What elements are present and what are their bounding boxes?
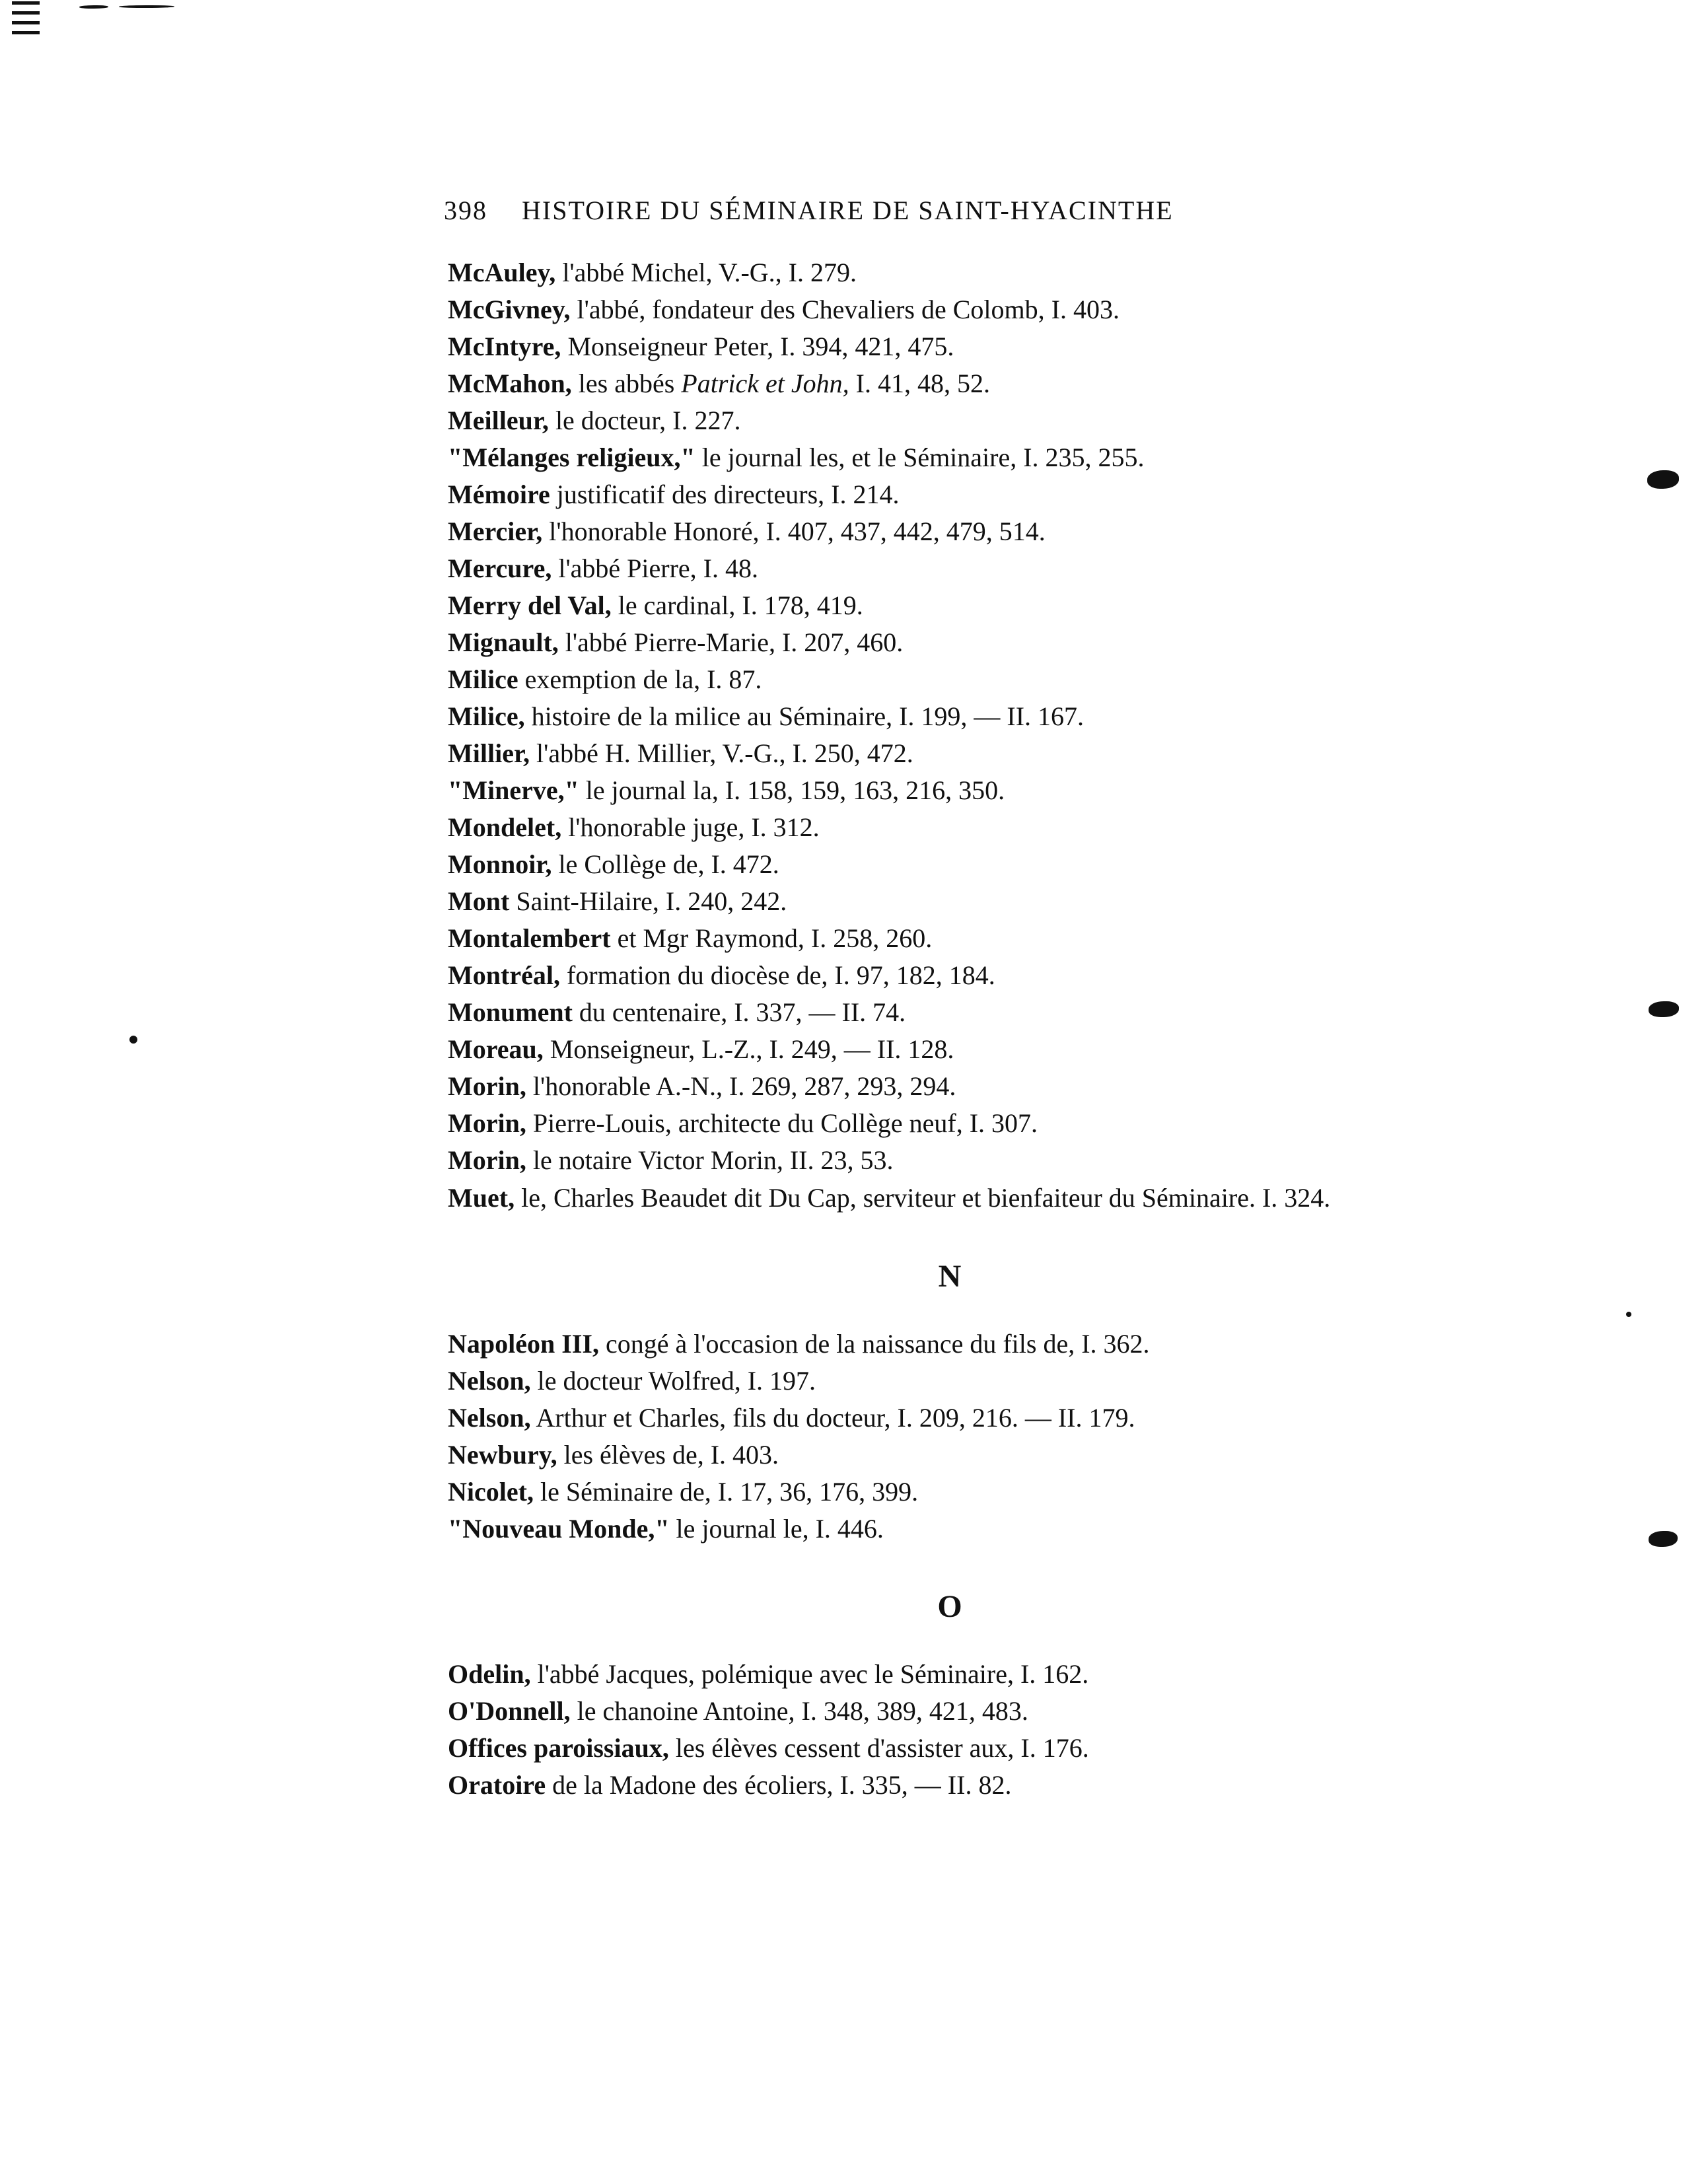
entry-text: le, Charles Beaudet dit Du Cap, serviteur et bienfaiteur du Séminaire. I. 324. xyxy=(521,1183,1331,1213)
index-entry xyxy=(448,1730,1445,1767)
index-entry xyxy=(448,1474,1445,1511)
entry-heading: Monument xyxy=(448,997,573,1027)
entry-text: l'abbé Michel, V.-G., I. 279. xyxy=(562,258,857,287)
scan-artifact xyxy=(79,5,108,9)
index-entry xyxy=(448,772,1445,809)
entry-heading: Merry del Val, xyxy=(448,590,612,620)
entry-text-italic: Patrick et John, xyxy=(681,369,849,398)
entry-heading: Muet, xyxy=(448,1183,515,1213)
index-entry xyxy=(448,550,1445,587)
index-entry xyxy=(448,587,1445,624)
entry-heading: Oratoire xyxy=(448,1770,546,1800)
entry-heading: "Nouveau Monde," xyxy=(448,1514,670,1544)
entry-heading: Milice, xyxy=(448,701,525,731)
entry-text: le docteur, I. 227. xyxy=(555,406,741,435)
entry-text: Pierre-Louis, architecte du Collège neuf, I. 307. xyxy=(532,1108,1038,1138)
entry-text: le journal les, et le Séminaire, I. 235, 255. xyxy=(701,443,1145,472)
scan-edge-marks xyxy=(12,1,40,41)
entry-heading: Morin, xyxy=(448,1145,526,1175)
entry-text: du centenaire, I. 337, — II. 74. xyxy=(579,997,906,1027)
entry-text: le docteur Wolfred, I. 197. xyxy=(537,1366,816,1396)
entry-heading: Nelson, xyxy=(448,1366,531,1396)
entry-text: le cardinal, I. 178, 419. xyxy=(618,590,863,620)
page-number: 398 xyxy=(444,196,487,225)
entry-text: Arthur et Charles, fils du docteur, I. 209, 216. — II. 179. xyxy=(536,1403,1135,1433)
entry-text: l'abbé H. Millier, V.-G., I. 250, 472. xyxy=(536,738,913,768)
entry-heading: Mémoire xyxy=(448,480,550,509)
index-entry xyxy=(448,1179,1485,1217)
entry-heading: Mercier, xyxy=(448,516,543,546)
entry-heading: Moreau, xyxy=(448,1034,544,1064)
entry-text: le Collège de, I. 472. xyxy=(558,849,779,879)
index-entry xyxy=(448,1656,1445,1693)
entry-text: le journal la, I. 158, 159, 163, 216, 350. xyxy=(585,775,1005,805)
section-letter-n: N xyxy=(938,1259,962,1294)
index-entry xyxy=(448,1105,1445,1142)
index-entry xyxy=(448,1031,1445,1068)
entry-text: le journal le, I. 446. xyxy=(676,1514,884,1544)
entry-text: Saint-Hilaire, I. 240, 242. xyxy=(516,886,787,916)
index-entry xyxy=(448,846,1445,883)
entry-text: l'honorable Honoré, I. 407, 437, 442, 479, 514. xyxy=(549,516,1046,546)
index-entry xyxy=(448,476,1445,513)
entry-heading: "Mélanges religieux," xyxy=(448,443,695,472)
entry-heading: Mont xyxy=(448,886,510,916)
ink-dot xyxy=(1626,1312,1631,1317)
entry-text: le chanoine Antoine, I. 348, 389, 421, 483. xyxy=(577,1696,1028,1726)
entry-heading: Mercure, xyxy=(448,553,552,583)
index-entry xyxy=(448,661,1445,698)
entry-text: l'abbé Pierre, I. 48. xyxy=(558,553,758,583)
entry-heading: Nelson, xyxy=(448,1403,531,1433)
entry-heading: Newbury, xyxy=(448,1440,557,1470)
entry-heading: Millier, xyxy=(448,738,530,768)
entry-text: le notaire Victor Morin, II. 23, 53. xyxy=(532,1145,894,1175)
ink-dot xyxy=(129,1036,137,1044)
index-entry xyxy=(448,328,1445,365)
entry-heading: McAuley, xyxy=(448,258,556,287)
entry-text: l'abbé, fondateur des Chevaliers de Colomb, I. 403. xyxy=(577,295,1120,324)
index-section-n xyxy=(448,1326,1445,1547)
entry-text: histoire de la milice au Séminaire, I. 199, — II. 167. xyxy=(531,701,1085,731)
entry-text: justificatif des directeurs, I. 214. xyxy=(556,480,900,509)
entry-heading: Morin, xyxy=(448,1071,526,1101)
entry-text: de la Madone des écoliers, I. 335, — II. 82. xyxy=(552,1770,1012,1800)
entry-text: Monseigneur Peter, I. 394, 421, 475. xyxy=(567,332,954,361)
index-entry xyxy=(448,291,1445,328)
entry-text: Monseigneur, L.-Z., I. 249, — II. 128. xyxy=(550,1034,954,1064)
entry-heading: Morin, xyxy=(448,1108,526,1138)
index-entry xyxy=(448,1693,1445,1730)
index-section-o xyxy=(448,1656,1445,1804)
index-section-m xyxy=(448,254,1445,1217)
entry-text: I. 41, 48, 52. xyxy=(855,369,990,398)
index-entries xyxy=(448,254,1445,1804)
index-entry xyxy=(448,624,1445,661)
index-entry xyxy=(448,1511,1445,1547)
entry-heading: Monnoir, xyxy=(448,849,552,879)
entry-heading: Offices paroissiaux, xyxy=(448,1733,669,1763)
index-entry xyxy=(448,883,1445,920)
entry-text: les élèves de, I. 403. xyxy=(563,1440,779,1470)
index-entry xyxy=(448,809,1445,846)
entry-heading: McIntyre, xyxy=(448,332,561,361)
entry-text: et Mgr Raymond, I. 258, 260. xyxy=(617,923,933,953)
index-entry xyxy=(448,994,1445,1031)
entry-text: les abbés xyxy=(578,369,675,398)
running-header xyxy=(444,195,1322,226)
entry-heading: Odelin, xyxy=(448,1659,531,1689)
entry-heading: Napoléon III, xyxy=(448,1329,599,1359)
entry-text: exemption de la, I. 87. xyxy=(524,664,762,694)
entry-text: l'honorable A.-N., I. 269, 287, 293, 294. xyxy=(532,1071,956,1101)
index-entry xyxy=(448,957,1445,994)
entry-heading: Milice xyxy=(448,664,518,694)
entry-text: l'honorable juge, I. 312. xyxy=(568,812,820,842)
index-entry xyxy=(448,920,1445,957)
running-title: HISTOIRE DU SÉMINAIRE DE SAINT-HYACINTHE xyxy=(522,196,1174,225)
entry-heading: O'Donnell, xyxy=(448,1696,571,1726)
index-entry xyxy=(448,698,1445,735)
index-entry xyxy=(448,402,1445,439)
index-entry xyxy=(448,1068,1445,1105)
index-entry xyxy=(448,1142,1445,1179)
index-entry xyxy=(448,439,1445,476)
entry-text: les élèves cessent d'assister aux, I. 176. xyxy=(675,1733,1089,1763)
index-entry xyxy=(448,1363,1445,1400)
entry-heading: Nicolet, xyxy=(448,1477,534,1507)
entry-heading: Meilleur, xyxy=(448,406,549,435)
margin-blot xyxy=(1647,470,1679,489)
entry-heading: Mondelet, xyxy=(448,812,562,842)
entry-heading: Montalembert xyxy=(448,923,611,953)
entry-heading: Mignault, xyxy=(448,627,559,657)
index-entry xyxy=(448,1767,1445,1804)
entry-text: formation du diocèse de, I. 97, 182, 184. xyxy=(566,960,995,990)
entry-heading: Montréal, xyxy=(448,960,560,990)
index-entry xyxy=(448,1437,1445,1474)
index-entry xyxy=(448,1326,1445,1363)
index-entry xyxy=(448,735,1445,772)
entry-text: l'abbé Pierre-Marie, I. 207, 460. xyxy=(565,627,904,657)
entry-text: congé à l'occasion de la naissance du fils de, I. 362. xyxy=(605,1329,1150,1359)
entry-text: le Séminaire de, I. 17, 36, 176, 399. xyxy=(540,1477,919,1507)
entry-heading: McGivney, xyxy=(448,295,571,324)
entry-text: l'abbé Jacques, polémique avec le Séminaire, I. 162. xyxy=(537,1659,1089,1689)
index-entry xyxy=(448,254,1445,291)
index-entry xyxy=(448,1400,1445,1437)
entry-heading: McMahon, xyxy=(448,369,572,398)
index-entry xyxy=(448,513,1445,550)
scan-artifact xyxy=(119,5,174,8)
index-entry xyxy=(448,365,1445,402)
margin-blot xyxy=(1649,1001,1679,1017)
entry-heading: "Minerve," xyxy=(448,775,579,805)
margin-blot xyxy=(1649,1531,1678,1547)
section-letter-o: O xyxy=(937,1589,962,1624)
